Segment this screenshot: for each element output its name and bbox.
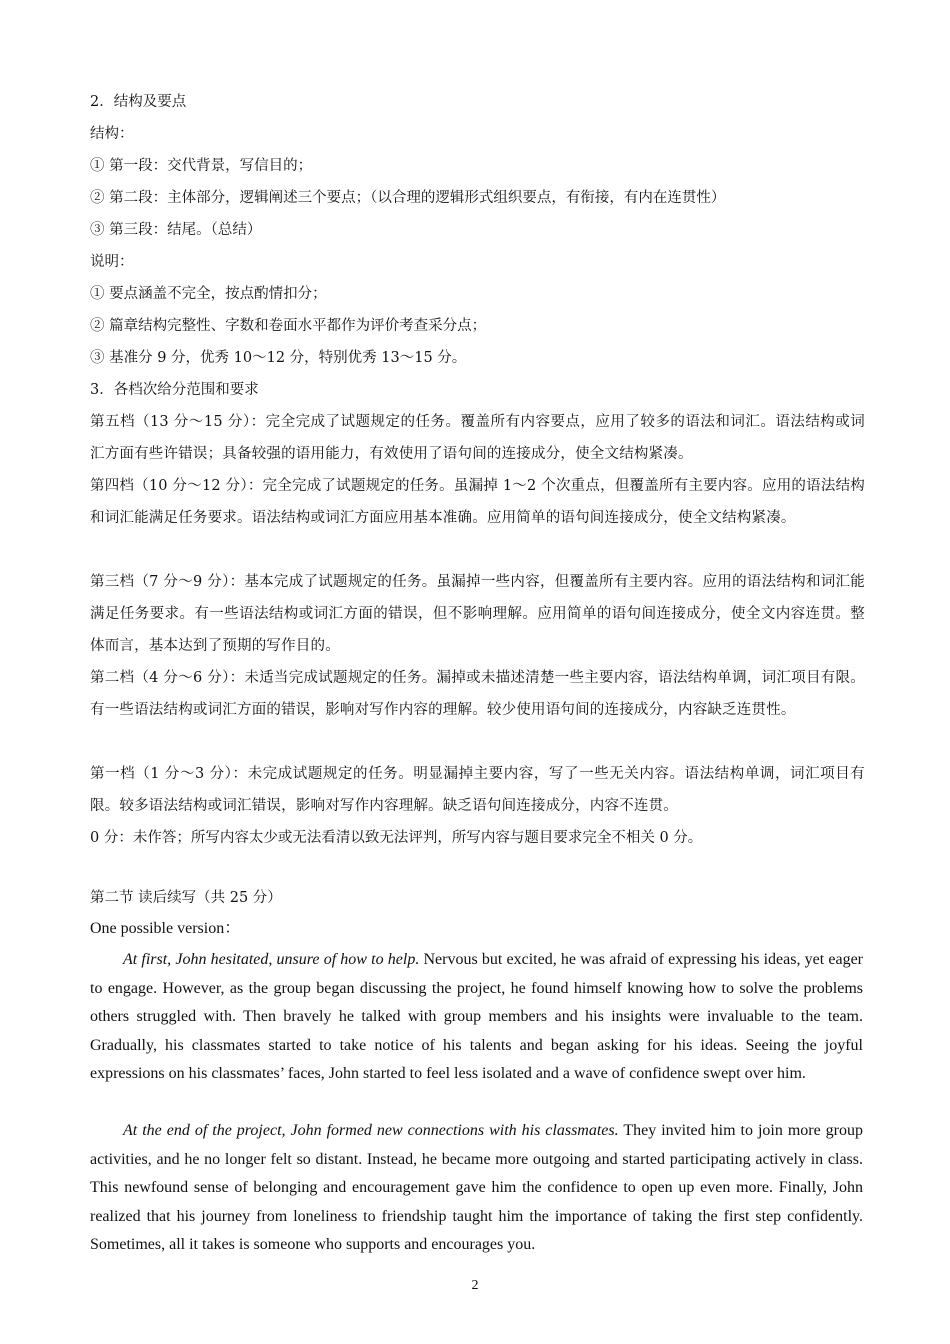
tier-paragraph: 第一档（1 分～3 分）：未完成试题规定的任务。明显漏掉主要内容，写了一些无关内容。语法结构单调，词汇项目有限。较多语法结构或词汇错误，影响对写作内容理解。缺乏语句间连接成分，内容不连贯。: [90, 766, 865, 814]
section-heading: 3．各档次给分范围和要求: [90, 382, 259, 398]
section-heading: 2．结构及要点: [90, 94, 187, 110]
tier-paragraph: 0 分：未作答；所写内容太少或无法看清以致无法评判，所写内容与题目要求完全不相关 0 分。: [90, 830, 703, 846]
structure-item: ② 第二段：主体部分，逻辑阐述三个要点；（以合理的逻辑形式组织要点，有衔接，有内在连贯性）: [90, 190, 726, 206]
notes-label: 说明：: [90, 254, 134, 270]
structure-item: ③ 第三段：结尾。（总结）: [90, 222, 262, 238]
essay-body: Nervous but excited, he was afraid of expressing his ideas, yet eager to engage. However, as the group began discussing the project, he found himself knowing how to solve the problems others struggled with. Then bravely he talked with group members and his insights were invaluable to the team. Gradually, his classmates started to take notice of his talents and began asking for his ideas. Seeing the joyful expressions on his classmates’ faces, John started to feel less isolated and a wave of confidence swept over him.: [90, 951, 864, 1083]
part-heading: 第二节 读后续写（共 25 分）: [90, 890, 282, 906]
tier-paragraph: 第五档（13 分～15 分）：完全完成了试题规定的任务。覆盖所有内容要点，应用了较多的语法和词汇。语法结构或词汇方面有些许错误；具备较强的语用能力，有效使用了语句间的连接成分，使全文结构紧凑。: [90, 414, 865, 462]
essay-lead-sentence: At the end of the project, John formed new connections with his classmates.: [123, 1122, 619, 1139]
tier-paragraph: 第三档（7 分～9 分）：基本完成了试题规定的任务。虽漏掉一些内容，但覆盖所有主要内容。应用的语法结构和词汇能满足任务要求。有一些语法结构或词汇方面的错误，但不影响理解。应用简单的语句间连接成分，使全文内容连贯。整体而言，基本达到了预期的写作目的。: [90, 574, 865, 654]
version-label: One possible version：: [90, 920, 241, 937]
essay-lead-sentence: At first, John hesitated, unsure of how to help.: [123, 951, 420, 968]
tier-paragraph: 第二档（4 分～6 分）：未适当完成试题规定的任务。漏掉或未描述清楚一些主要内容，语法结构单调，词汇项目有限。有一些语法结构或词汇方面的错误，影响对写作内容的理解。较少使用语句间的连接成分，内容缺乏连贯性。: [90, 670, 865, 718]
structure-label: 结构：: [90, 126, 134, 142]
notes-item: ③ 基准分 9 分，优秀 10～12 分，特别优秀 13～15 分。: [90, 350, 467, 366]
tier-paragraph: 第四档（10 分～12 分）：完全完成了试题规定的任务。虽漏掉 1～2 个次重点，但覆盖所有主要内容。应用的语法结构和词汇能满足任务要求。语法结构或词汇方面应用基本准确。应用简单的语句间连接成分，使全文结构紧凑。: [90, 478, 865, 526]
notes-item: ② 篇章结构完整性、字数和卷面水平都作为评价考查采分点；: [90, 318, 487, 334]
essay-paragraph: [90, 1117, 863, 1260]
essay-paragraph: [90, 946, 863, 1089]
essay-body: They invited him to join more group activities, and he no longer felt so distant. Instead, he became more outgoing and started participating actively in class. This newfound sense of belonging and encouragement gave him the confidence to open up even more. Finally, John realized that his journey from loneliness to friendship taught him the importance of taking the first step confidently. Sometimes, all it takes is someone who supports and encourages you.: [90, 1122, 864, 1254]
structure-item: ① 第一段：交代背景，写信目的；: [90, 158, 313, 174]
page-number: 2: [471, 1278, 479, 1293]
notes-item: ① 要点涵盖不完全，按点酌情扣分；: [90, 286, 327, 302]
